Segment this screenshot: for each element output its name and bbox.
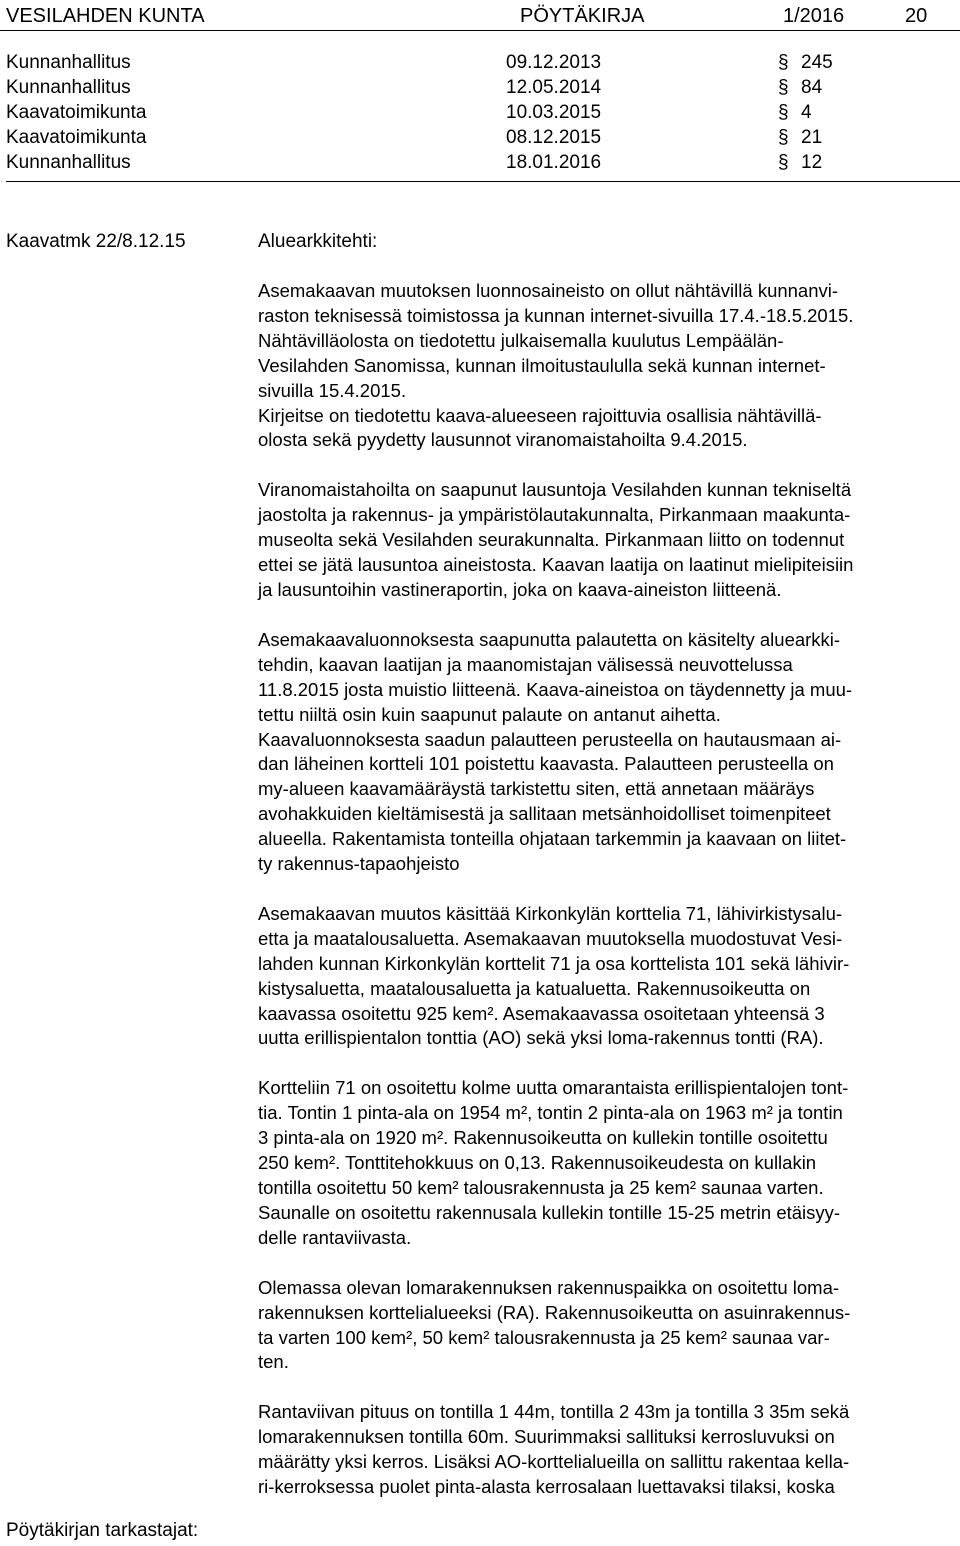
document-body [258,279,958,1525]
history-number: 21 [801,127,823,148]
history-org: Kaavatoimikunta [6,127,147,148]
history-number: 4 [801,102,812,123]
section-sign: § [778,127,789,148]
section-sign: § [778,102,789,123]
history-row [6,125,960,150]
case-presenter: Aluearkkitehti: [258,231,378,252]
paragraph: Asemakaavan muutos käsittää Kirkonkylän korttelia 71, lähivirkistysalu- etta ja maatalousaluetta. Asemakaavan muutoksella muodostuvat Vesi- lahden kunnan Kirkonkylän korttelit 71 ja osa korttelista 101 sekä lähivir- kistysaluetta, maatalousaluetta ja katualuetta. Rakennusoikeutta on kaavassa osoitettu 925 kem². Asemakaavassa osoitetaan yhteensä 3 uutta erillispientalon tonttia (AO) sekä yksi loma-rakennus tontti (RA). [258,902,850,1049]
history-number: 84 [801,77,823,98]
paragraph: Viranomaistahoilta on saapunut lausuntoja Vesilahden kunnan tekniseltä jaostolta ja rakennus- ja ympäristölautakunnalta, Pirkanmaan maakunta- museolta sekä Vesilahden seurakunnalta. Pirkanmaan liitto on todennut ettei se jätä lausuntoa aineistosta. Kaavan laatija on laatinut mielipiteisiin ja lausuntoihin vastineraportin, joka on kaava-aineiston liitteenä. [258,479,854,600]
minutes-reviewers-label: Pöytäkirjan tarkastajat: [6,1520,199,1541]
case-reference: Kaavatmk 22/8.12.15 [6,231,186,252]
history-org: Kaavatoimikunta [6,102,147,123]
history-org: Kunnanhallitus [6,152,131,173]
page-header [0,0,960,31]
section-sign: § [778,77,789,98]
history-date: 08.12.2015 [506,127,602,148]
history-row [6,75,960,100]
history-row [6,150,960,175]
paragraph: Olemassa olevan lomarakennuksen rakennuspaikka on osoitettu loma- rakennuksen korttelialueeksi (RA). Rakennusoikeutta on asuinrakennus- ta varten 100 kem², 50 kem² talousrakennusta ja 25 kem² saunaa var- ten. [258,1276,851,1373]
document-type: PÖYTÄKIRJA [520,5,645,27]
section-sign: § [778,52,789,73]
history-row [6,50,960,75]
paragraph: Asemakaavaluonnoksesta saapunutta palautetta on käsitelty aluearkki- tehdin, kaavan laatijan ja maanomistajan välisessä neuvottelussa 11.8.2015 josta muistio liitteenä. Kaava-aineistoa on täydennetty ja muu- tettu niiltä osin kuin saapunut palaute on antanut aihetta. Kaavaluonnoksesta saadun palautteen perusteella on hautausmaan ai- dan läheinen kortteli 101 poistettu kaavasta. Palautteen perusteella on my-alueen kaavamääräystä tarkistettu siten, että annetaan määräys avohakkuiden kieltämisestä ja sallitaan metsänhoidolliset toimenpiteet alueella. Rakentamista tonteilla ohjataan tarkemmin ja kaavaan on liitet- ty rakennus-tapaohjeisto [258,628,853,875]
page-number: 1/2016 [783,5,845,27]
section-sign: § [778,152,789,173]
history-date: 09.12.2013 [506,52,602,73]
history-org: Kunnanhallitus [6,77,131,98]
history-date: 18.01.2016 [506,152,602,173]
handling-history [6,50,960,182]
history-row [6,100,960,125]
history-number: 245 [801,52,833,73]
history-number: 12 [801,152,823,173]
municipality-name: VESILAHDEN KUNTA [6,5,205,27]
paragraph: Asemakaavan muutoksen luonnosaineisto on ollut nähtävillä kunnanvi- raston teknisessä toimistossa ja kunnan internet-sivuilla 17.4.-18.5.2015. Nähtävilläolosta on tiedotettu julkaisemalla kuulutus Lempäälän- Vesilahden Sanomissa, kunnan ilmoitustaululla sekä kunnan internet- sivuilla 15.4.2015. Kirjeitse on tiedotettu kaava-alueeseen rajoittuvia osallisia nähtävillä- olosta sekä pyydetty lausunnot viranomaistahoilta 9.4.2015. [258,280,854,451]
history-date: 12.05.2014 [506,77,602,98]
paragraph: Rantaviivan pituus on tontilla 1 44m, tontilla 2 43m ja tontilla 3 35m sekä lomarakennuksen tontilla 60m. Suurimmaksi sallituksi kerrosluvuksi on määrätty yksi kerros. Lisäksi AO-korttelialueilla on sallittu rakentaa kella- ri-kerroksessa puolet pinta-alasta kerrosalaan luettavaksi tilaksi, koska [258,1401,850,1498]
paragraph: Kortteliin 71 on osoitettu kolme uutta omarantaista erillispientalojen tont- tia. Tontin 1 pinta-ala on 1954 m², tontin 2 pinta-ala on 1963 m² ja tontin 3 pinta-ala on 1920 m². Rakennusoikeutta on kullekin tontille osoitettu 250 kem². Tonttitehokkuus on 0,13. Rakennusoikeudesta on kullakin tontilla osoitettu 50 kem² talousrakennusta ja 25 kem² saunaa varten. Saunalle on osoitettu rakennusala kullekin tontille 15-25 metrin etäisyy- delle rantaviivasta. [258,1077,849,1248]
history-org: Kunnanhallitus [6,52,131,73]
section-number: 20 [905,5,928,27]
history-date: 10.03.2015 [506,102,602,123]
